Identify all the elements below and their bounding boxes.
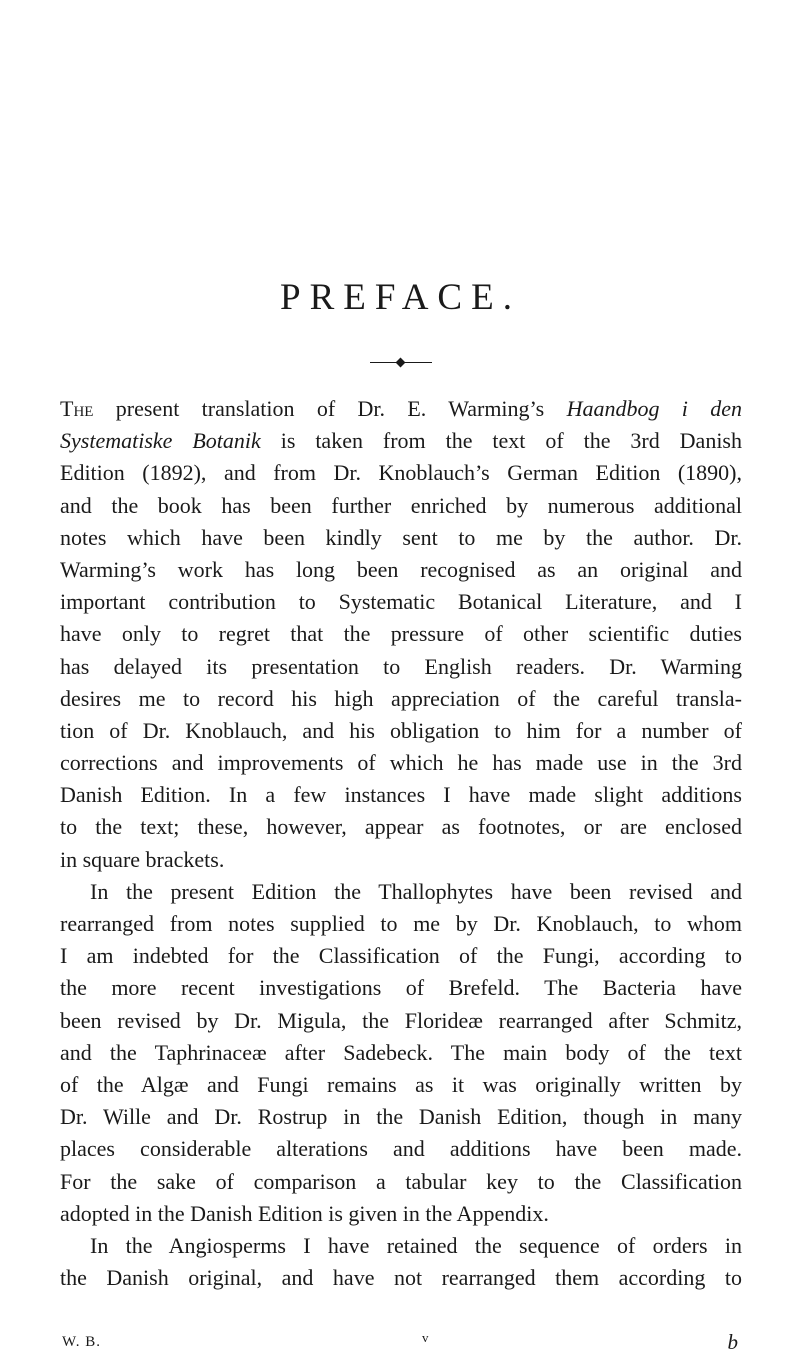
text-line <box>60 747 742 779</box>
text-line <box>60 490 742 522</box>
text-run: the more recent investigations of Brefeld. The Bacteria have <box>60 975 742 1001</box>
text-line <box>60 586 742 618</box>
text-run: corrections and improvements of which he has made use in the 3rd <box>60 750 742 776</box>
page-footer <box>62 1332 738 1356</box>
text-line <box>60 1101 742 1133</box>
text-run: In the present Edition the Thallophytes have been revised and <box>90 878 742 904</box>
text-line <box>60 425 742 457</box>
text-run: has delayed its presentation to English readers. Dr. Warming <box>60 653 742 679</box>
text-run: In the Angiosperms I have retained the sequence of orders in <box>90 1232 742 1258</box>
text-run: places considerable alterations and additions have been made. <box>60 1136 742 1162</box>
text-line <box>60 393 742 425</box>
text-line <box>60 683 742 715</box>
text-line <box>60 618 742 650</box>
ornament-diamond-icon <box>396 358 406 368</box>
text-run: notes which have been kindly sent to me by the author. Dr. <box>60 524 742 550</box>
text-run: important contribution to Systematic Botanical Literature, and I <box>60 589 742 615</box>
text-run: have only to regret that the pressure of other scientific duties <box>60 621 742 647</box>
text-line <box>60 811 742 843</box>
text-line <box>60 908 742 940</box>
text-line <box>60 1166 742 1198</box>
text-line <box>60 522 742 554</box>
italic-title: Haandbog i den <box>566 396 743 421</box>
text-run: and the book has been further enriched by numerous additional <box>60 492 742 518</box>
text-run: I am indebted for the Classification of the Fungi, according to <box>60 943 742 969</box>
text-run: in square brackets. <box>60 846 225 872</box>
text-line <box>60 457 742 489</box>
text-line <box>60 1198 742 1230</box>
text-line <box>60 1037 742 1069</box>
text-line <box>60 844 742 876</box>
text-run: the Danish original, and have not rearranged them according to <box>60 1265 742 1291</box>
text-line <box>60 940 742 972</box>
text-run: is taken from the text of the 3rd Danish <box>260 428 742 454</box>
text-line <box>60 1133 742 1165</box>
text-line <box>60 715 742 747</box>
paragraph-2 <box>60 876 742 1230</box>
text-line <box>60 779 742 811</box>
text-run: Edition (1892), and from Dr. Knoblauch’s German Edition (1890), <box>60 460 742 486</box>
text-line <box>60 972 742 1004</box>
text-run: Warming’s work has long been recognised as an original and <box>60 556 742 582</box>
text-line <box>60 554 742 586</box>
text-line <box>60 1230 742 1262</box>
text-run: adopted in the Danish Edition is given in the Appendix. <box>60 1200 549 1226</box>
text-run: For the sake of comparison a tabular key to the Classification <box>60 1168 742 1194</box>
text-line <box>60 651 742 683</box>
text-run: to the text; these, however, appear as footnotes, or are enclosed <box>60 814 742 840</box>
text-run: rearranged from notes supplied to me by Dr. Knoblauch, to whom <box>60 911 742 936</box>
signature-mark-right: b <box>727 1330 738 1354</box>
text-run: tion of Dr. Knoblauch, and his obligation to him for a number of <box>60 717 742 743</box>
title-rule-ornament <box>370 358 432 368</box>
paragraph-3 <box>60 1230 742 1294</box>
text-line <box>60 1262 742 1294</box>
text-run: been revised by Dr. Migula, the Florideæ rearranged after Schmitz, <box>60 1007 742 1033</box>
italic-title: Systematiske Botanik <box>60 428 261 454</box>
text-run: present translation of Dr. E. Warming’s <box>93 396 567 421</box>
text-line <box>60 1069 742 1101</box>
small-caps-word: The <box>60 396 94 421</box>
paragraph-1 <box>60 393 742 876</box>
text-run: Danish Edition. In a few instances I have made slight additions <box>60 782 742 808</box>
text-line <box>60 1005 742 1037</box>
text-run: and the Taphrinaceæ after Sadebeck. The main body of the text <box>60 1039 742 1065</box>
page-title: PREFACE. <box>280 277 521 318</box>
text-run: Dr. Wille and Dr. Rostrup in the Danish Edition, though in many <box>60 1104 742 1130</box>
body-text <box>60 393 742 1294</box>
text-run: desires me to record his high appreciation of the careful transla- <box>60 685 742 711</box>
text-run: of the Algæ and Fungi remains as it was originally written by <box>60 1071 742 1097</box>
signature-mark-left: W. B. <box>62 1334 102 1350</box>
page-number: v <box>422 1330 429 1345</box>
text-line <box>60 876 742 908</box>
